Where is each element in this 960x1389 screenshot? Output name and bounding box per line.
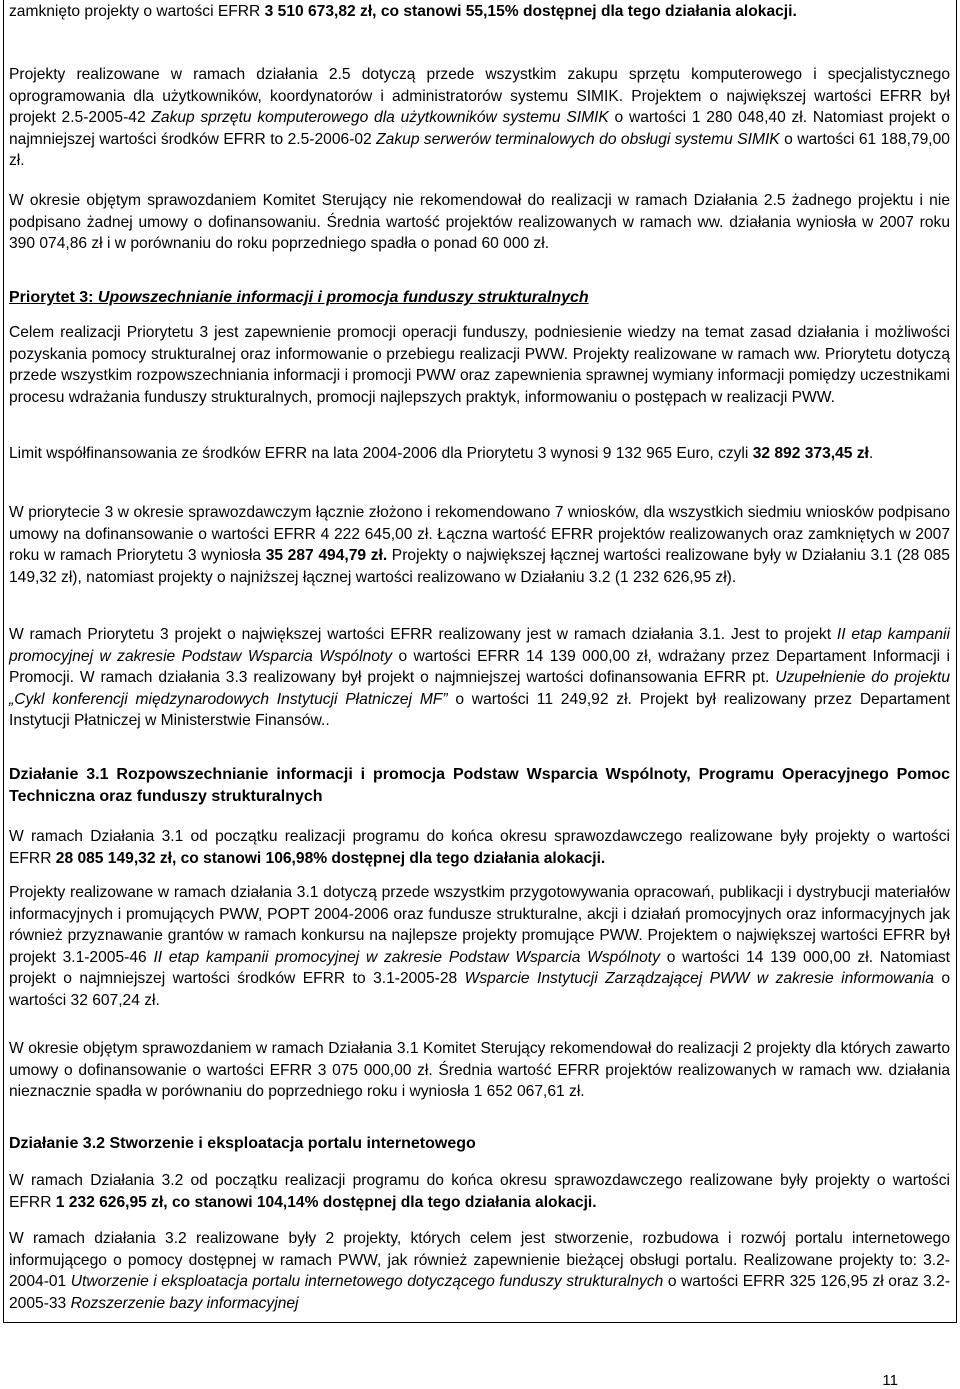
- paragraph-projekty-3-2: W ramach działania 3.2 realizowane były 2 projekty, których celem jest stworzenie, rozbudowa i rozwój portalu internetowego informującego o pomocy dostępnej w ramach PWW, jak również zapewnienie bieżącej obsługi portalu. Realizowane projekty to: 3.2-2004-01 Utworzenie i eksploatacja portalu internetowego dotyczącego funduszy strukturalnych o wartości EFRR 325 126,95 zł oraz 3.2-2005-33 Rozszerzenie bazy informacyjnej: [9, 1230, 951, 1312]
- heading-priorytet-3: Priorytet 3: Upowszechnianie informacji i promocja funduszy strukturalnych: [9, 289, 589, 306]
- heading-dzialanie-3-1: Działanie 3.1 Rozpowszechnianie informacji i promocja Podstaw Wsparcia Wspólnoty, Programu Operacyjnego Pomoc Techniczna oraz funduszy strukturalnych: [9, 766, 950, 805]
- paragraph-alokacja-3-2: W ramach Działania 3.2 od początku realizacji programu do końca okresu sprawozdawczego realizowane były projekty o wartości EFRR 1 232 626,95 zł, co stanowi 104,14% dostępnej dla tego działania alokacji.: [9, 1172, 950, 1211]
- paragraph-alokacja-3-1: W ramach Działania 3.1 od początku realizacji programu do końca okresu sprawozdawczego realizowane były projekty o wartości EFRR 28 085 149,32 zł, co stanowi 106,98% dostępnej dla tego działania alokacji.: [9, 828, 950, 867]
- paragraph-cel-priorytetu-3: Celem realizacji Priorytetu 3 jest zapewnienie promocji operacji funduszy, podniesienie wiedzy na temat zasad działania i możliwości pozyskania pomocy strukturalnej oraz informowanie o przebiegu realizacji PWW. Projekty realizowane w ramach ww. Priorytetu dotyczą przede wszystkim rozpowszechniania informacji i promocji PWW oraz zapewnienia sprawnej wymiany informacji pomiędzy uczestnikami procesu wdrażania funduszy strukturalnych, promocji najlepszych praktyk, informowaniu o postępach w realizacji PWW.: [9, 324, 950, 406]
- paragraph-projekty-2-5: Projekty realizowane w ramach działania 2.5 dotyczą przede wszystkim zakupu sprzętu komputerowego i specjalistycznego oprogramowania dla użytkowników, koordynatorów i administratorów systemu SIMIK. Projektem o największej wartości EFRR był projekt 2.5-2005-42 Zakup sprzętu komputerowego dla użytkowników systemu SIMIK o wartości 1 280 048,40 zł. Natomiast projekt o najmniejszej wartości środków EFRR to 2.5-2006-02 Zakup serwerów terminalowych do obsługi systemu SIMIK o wartości 61 188,79,00 zł.: [9, 66, 950, 170]
- paragraph-wnioski-priorytet-3: W priorytecie 3 w okresie sprawozdawczym łącznie złożono i rekomendowano 7 wniosków, dla wszystkich siedmiu wniosków podpisano umowy na dofinansowanie o wartości EFRR 4 222 645,00 zł. Łączna wartość EFRR projektów realizowanych oraz zamkniętych w 2007 roku w ramach Priorytetu 3 wyniosła 35 287 494,79 zł. Projekty o największej łącznej wartości realizowane były w Działaniu 3.1 (28 085 149,32 zł), natomiast projekty o najniższej łącznej wartości realizowano w Działaniu 3.2 (1 232 626,95 zł).: [9, 504, 950, 586]
- paragraph-najwiekszy-projekt-priorytet-3: W ramach Priorytetu 3 projekt o największej wartości EFRR realizowany jest w ramach działania 3.1. Jest to projekt II etap kampanii promocyjnej w zakresie Podstaw Wsparcia Wspólnoty o wartości EFRR 14 139 000,00 zł, wdrażany przez Departament Informacji i Promocji. W ramach działania 3.3 realizowany był projekt o najmniejszej wartości dofinansowania EFRR pt. Uzupełnienie do projektu „Cykl konferencji międzynarodowych Instytucji Płatniczej MF” o wartości 11 249,92 zł. Projekt był realizowany przez Departament Instytucji Płatniczej w Ministerstwie Finansów..: [9, 626, 950, 730]
- paragraph-komitet-3-1: W okresie objętym sprawozdaniem w ramach Działania 3.1 Komitet Sterujący rekomendował do realizacji 2 projekty dla których zawarto umowy o dofinansowanie o wartości EFRR 3 075 000,00 zł. Średnia wartość EFRR projektów realizowanych w ramach ww. działania nieznacznie spadła w porównaniu do poprzedniego roku i wyniosła 1 652 067,61 zł.: [9, 1040, 950, 1101]
- paragraph-alokacja-2-5: zamknięto projekty o wartości EFRR 3 510 673,82 zł, co stanowi 55,15% dostępnej dla tego działania alokacji.: [9, 3, 797, 20]
- paragraph-komitet-2-5: W okresie objętym sprawozdaniem Komitet Sterujący nie rekomendował do realizacji w ramach Działania 2.5 żadnego projektu i nie podpisano żadnej umowy o dofinansowaniu. Średnia wartość projektów realizowanych w ramach ww. działania wyniosła w 2007 roku 390 074,86 zł i w porównaniu do roku poprzedniego spadła o ponad 60 000 zł.: [9, 192, 950, 253]
- heading-dzialanie-3-2: Działanie 3.2 Stworzenie i eksploatacja portalu internetowego: [9, 1135, 476, 1152]
- paragraph-projekty-3-1: Projekty realizowane w ramach działania 3.1 dotyczą przede wszystkim przygotowywania opracowań, publikacji i dystrybucji materiałów informacyjnych i promujących PWW, POPT 2004-2006 oraz fundusze strukturalne, akcji i działań promocyjnych oraz informacyjnych jak również przyznawanie grantów w ramach konkursu na najlepsze projekty promujące PWW. Projektem o największej wartości EFRR był projekt 3.1-2005-46 II etap kampanii promocyjnej w zakresie Podstaw Wsparcia Wspólnoty o wartości 14 139 000,00 zł. Natomiast projekt o najmniejszej wartości środków EFRR to 3.1-2005-28 Wsparcie Instytucji Zarządzającej PWW w zakresie informowania o wartości 32 607,24 zł.: [9, 884, 950, 1009]
- paragraph-limit-wspolfinansowania: Limit współfinansowania ze środków EFRR na lata 2004-2006 dla Priorytetu 3 wynosi 9 132 965 Euro, czyli 32 892 373,45 zł.: [9, 445, 874, 462]
- page-number: 11: [882, 1372, 898, 1389]
